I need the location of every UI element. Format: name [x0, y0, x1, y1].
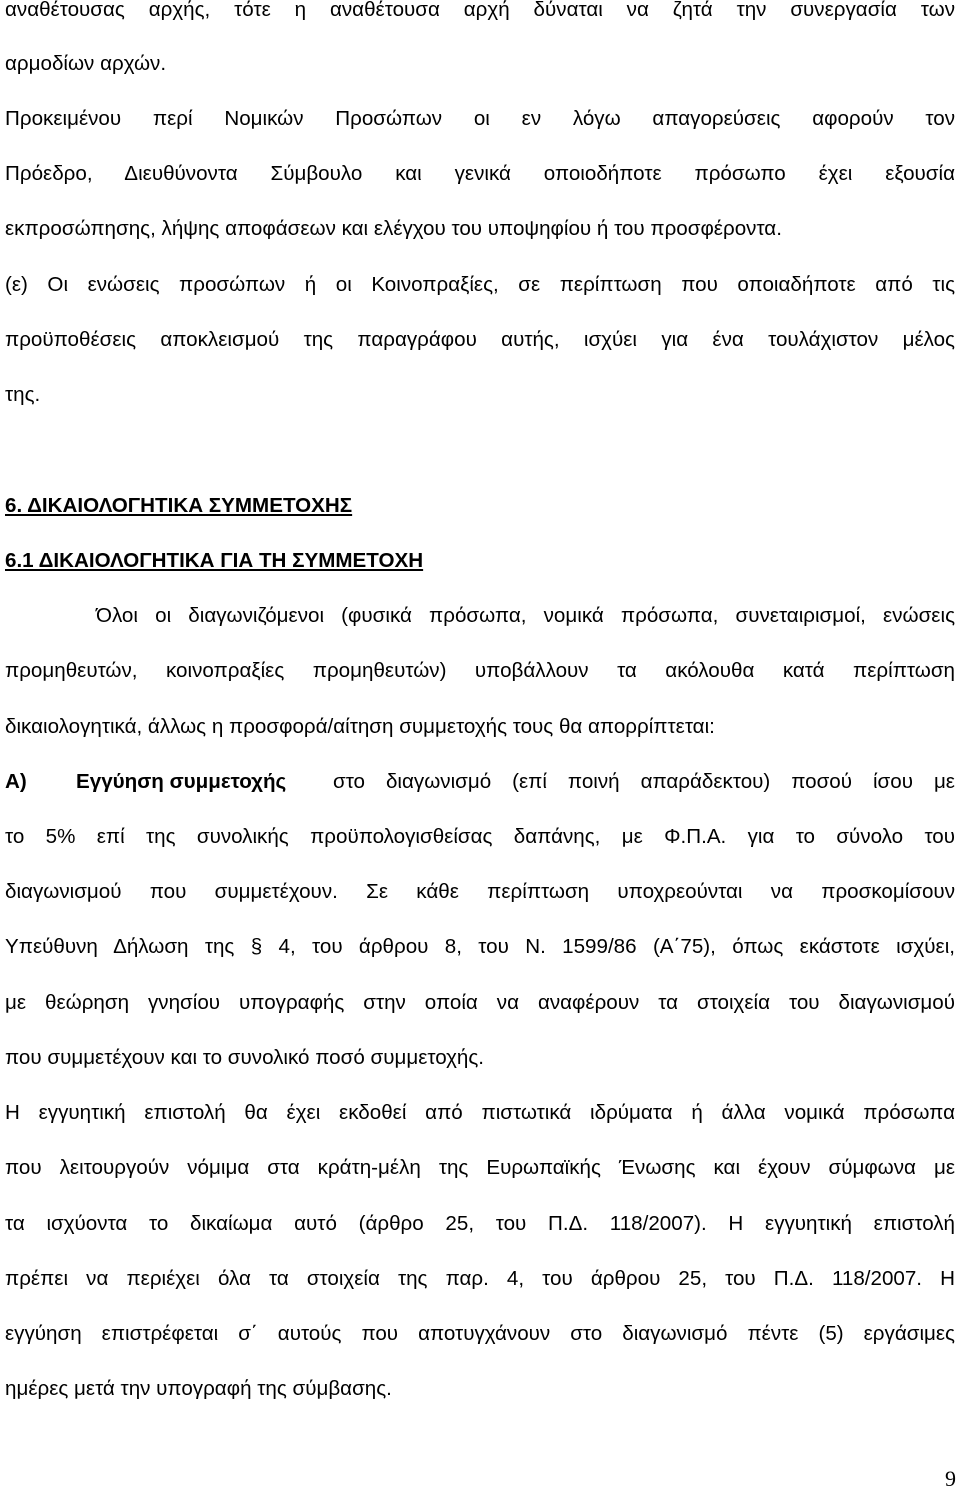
text-line: Πρόεδρο, Διευθύνοντα Σύμβουλο και γενικά οποιοδήποτε πρόσωπο έχει εξουσία: [5, 162, 955, 185]
text-span: στο διαγωνισμό (επί ποινή απαράδεκτου) ποσού ίσου με: [333, 770, 955, 793]
text-line: με θεώρηση γνησίου υπογραφής στην οποία να αναφέρουν τα στοιχεία του διαγωνισμού: [5, 991, 955, 1014]
text-line: Προκειμένου περί Νομικών Προσώπων οι εν λόγω απαγορεύσεις αφορούν τον: [5, 107, 955, 130]
text-line: προμηθευτών, κοινοπραξίες προμηθευτών) υποβάλλουν τα ακόλουθα κατά περίπτωση: [5, 659, 955, 682]
section-heading: 6. ΔΙΚΑΙΟΛΟΓΗΤΙΚΑ ΣΥΜΜΕΤΟΧΗΣ: [5, 494, 353, 517]
text-line: εγγύηση επιστρέφεται σ΄ αυτούς που αποτυγχάνουν στο διαγωνισμό πέντε (5) εργάσιμες: [5, 1322, 955, 1345]
text-line: δικαιολογητικά, άλλως η προσφορά/αίτηση συμμετοχής τους θα απορρίπτεται:: [5, 715, 715, 738]
text-line: τα ισχύοντα το δικαίωμα αυτό (άρθρο 25, του Π.Δ. 118/2007). Η εγγυητική επιστολή: [5, 1212, 955, 1235]
text-line: αναθέτουσας αρχής, τότε η αναθέτουσα αρχή δύναται να ζητά την συνεργασία των: [5, 0, 955, 21]
text-line: Όλοι οι διαγωνιζόμενοι (φυσικά πρόσωπα, νομικά πρόσωπα, συνεταιρισμοί, ενώσεις: [96, 604, 955, 627]
text-line: που λειτουργούν νόμιμα στα κράτη-μέλη της Ευρωπαϊκής Ένωσης και έχουν σύμφωνα με: [5, 1156, 955, 1179]
text-line: πρέπει να περιέχει όλα τα στοιχεία της παρ. 4, του άρθρου 25, του Π.Δ. 118/2007. Η: [5, 1267, 955, 1290]
text-line: διαγωνισμού που συμμετέχουν. Σε κάθε περίπτωση υποχρεούνται να προσκομίσουν: [5, 880, 955, 903]
text-line: της.: [5, 383, 41, 406]
text-line: Υπεύθυνη Δήλωση της § 4, του άρθρου 8, του Ν. 1599/86 (Α΄75), όπως εκάστοτε ισχύει,: [5, 935, 955, 958]
page-number: 9: [945, 1466, 956, 1491]
text-line: εκπροσώπησης, λήψης αποφάσεων και ελέγχου του υποψηφίου ή του προσφέροντα.: [5, 217, 782, 240]
text-line: ημέρες μετά την υπογραφή της σύμβασης.: [5, 1377, 392, 1400]
text-line: που συμμετέχουν και το συνολικό ποσό συμμετοχής.: [5, 1046, 485, 1069]
item-label: Α): [5, 770, 27, 793]
text-line: (ε) Οι ενώσεις προσώπων ή οι Κοινοπραξίες, σε περίπτωση που οποιαδήποτε από τις: [5, 273, 955, 296]
text-line: αρμοδίων αρχών.: [5, 52, 167, 75]
subsection-heading: 6.1 ΔΙΚΑΙΟΛΟΓΗΤΙΚΑ ΓΙΑ ΤΗ ΣΥΜΜΕΤΟΧΗ: [5, 549, 424, 572]
text-line: προϋποθέσεις αποκλεισμού της παραγράφου αυτής, ισχύει για ένα τουλάχιστον μέλος: [5, 328, 955, 351]
item-a-first-line: [5, 767, 955, 797]
bold-term: Εγγύηση συμμετοχής: [76, 770, 287, 793]
text-line: Η εγγυητική επιστολή θα έχει εκδοθεί από πιστωτικά ιδρύματα ή άλλα νομικά πρόσωπα: [5, 1101, 955, 1124]
text-line: το 5% επί της συνολικής προϋπολογισθείσας δαπάνης, με Φ.Π.Α. για το σύνολο του: [5, 825, 955, 848]
